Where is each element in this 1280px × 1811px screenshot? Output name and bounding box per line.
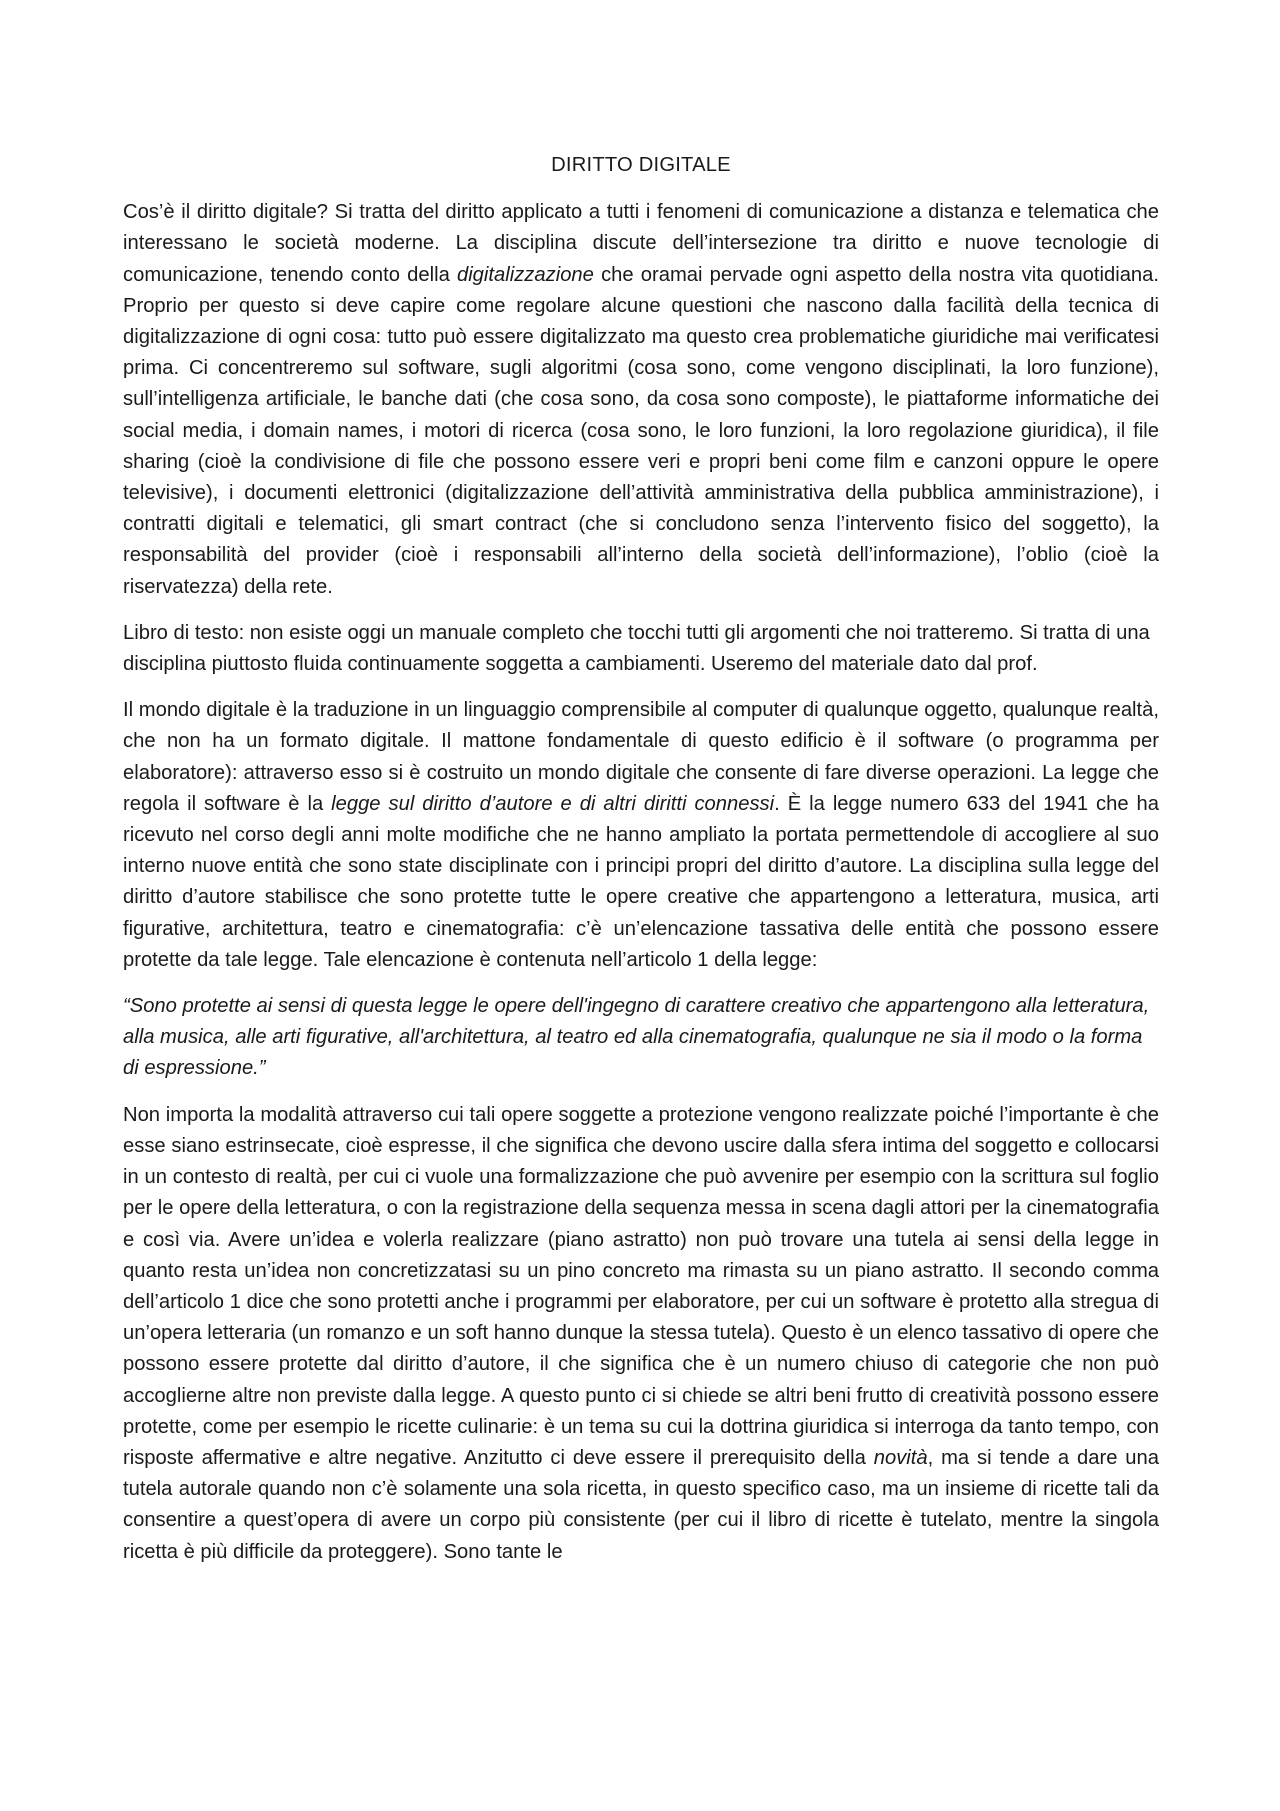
italic-run: legge sul diritto d’autore e di altri diritti connessi (331, 792, 775, 815)
paragraph-intro (123, 197, 1159, 603)
paragraph-textbook (123, 618, 1159, 680)
document-page (123, 150, 1159, 1568)
text-run: . È la legge numero 633 del 1941 che ha ricevuto nel corso degli anni molte modifiche che ne hanno ampliato la portata permettendole di accogliere al suo interno nuove entità che sono state disciplinate con i principi propri del diritto d’autore. La disciplina sulla legge del diritto d’autore stabilisce che sono protette tutte le opere creative che appartengono a letteratura, musica, arti figurative, architettura, teatro e cinematografia: c’è un’elencazione tassativa delle entità che possono essere protette da tale legge. Tale elencazione è contenuta nell’articolo 1 della legge: (123, 792, 1159, 971)
paragraph-digital-world (123, 695, 1159, 976)
text-run: Il mondo digitale è la traduzione in un linguaggio comprensibile al computer di qualunque oggetto, qualunque realtà, che non ha un formato digitale. Il mattone fondamentale di questo edificio è il software (o programma per elaboratore): attraverso esso si è costruito un mondo digitale che consente di fare diverse operazioni. La legge che regola il software è la (123, 699, 1159, 815)
text-run: Cos’è il diritto digitale? Si tratta del diritto applicato a tutti i fenomeni di comunicazione a distanza e telematica che interessano le società moderne. La disciplina discute dell’intersezione tra diritto e nuove tecnologie di comunicazione, tenendo conto della (123, 201, 1159, 286)
document-title: DIRITTO DIGITALE (551, 154, 731, 176)
text-run: Libro di testo: non esiste oggi un manuale completo che tocchi tutti gli argomenti che noi tratteremo. Si tratta di una disciplina piuttosto fluida continuamente soggetta a cambiamenti. Useremo del materiale dato dal prof. (123, 621, 1150, 676)
paragraph-expression (123, 1100, 1159, 1568)
italic-run: digitalizzazione (456, 263, 594, 286)
text-run: , ma si tende a dare una tutela autorale quando non c’è solamente una sola ricetta, in questo specifico caso, ma un insieme di ricette tali da consentire a quest’opera di avere un corpo più consistente (per cui il libro di ricette è tutelato, mentre la singola ricetta è più difficile da proteggere). Sono tante le (123, 1446, 1159, 1563)
paragraph-law-quote (123, 991, 1159, 1085)
italic-run: novità (873, 1446, 928, 1469)
text-run: che oramai pervade ogni aspetto della nostra vita quotidiana. Proprio per questo si deve capire come regolare alcune questioni che nascono dalla facilità della tecnica di digitalizzazione di ogni cosa: tutto può essere digitalizzato ma questo crea problematiche giuridiche mai verificatesi prima. Ci concentreremo sul software, sugli algoritmi (cosa sono, come vengono disciplinati, la loro funzione), sull’intelligenza artificiale, le banche dati (che cosa sono, da cosa sono composte), le piattaforme informatiche dei social media, i domain names, i motori di ricerca (cosa sono, le loro funzioni, la loro regolazione giuridica), il file sharing (cioè la condivisione di file che possono essere veri e propri beni come film e canzoni oppure le opere televisive), i documenti elettronici (digitalizzazione dell’attività amministrativa della pubblica amministrazione), i contratti digitali e telematici, gli smart contract (che si concludono senza l’intervento fisico del soggetto), la responsabilità del provider (cioè i responsabili all’interno della società dell’informazione), l’oblio (cioè la riservatezza) della rete. (123, 263, 1159, 598)
text-run: Non importa la modalità attraverso cui tali opere soggette a protezione vengono realizzate poiché l’importante è che esse siano estrinsecate, cioè espresse, il che significa che devono uscire dalla sfera intima del soggetto e collocarsi in un contesto di realtà, per cui ci vuole una formalizzazione che può avvenire per esempio con la scrittura sul foglio per le opere della letteratura, o con la registrazione della sequenza messa in scena dagli attori per la cinematografia e così via. Avere un’idea e volerla realizzare (piano astratto) non può trovare una tutela ai sensi della legge in quanto resta un’idea non concretizzatasi su un pino concreto ma rimasta su un piano astratto. Il secondo comma dell’articolo 1 dice che sono protetti anche i programmi per elaboratore, per cui un software è protetto alla stregua di un’opera letteraria (un romanzo e un soft hanno dunque la stessa tutela). Questo è un elenco tassativo di opere che possono essere protette dal diritto d’autore, il che significa che è un numero chiuso di categorie che non può accoglierne altre non previste dalla legge. A questo punto ci si chiede se altri beni frutto di creatività possono essere protette, come per esempio le ricette culinarie: è un tema su cui la dottrina giuridica si interroga da tanto tempo, con risposte affermative e altre negative. Anzitutto ci deve essere il prerequisito della (123, 1103, 1159, 1469)
italic-run: “Sono protette ai sensi di questa legge le opere dell'ingegno di carattere creativo che appartengono alla letteratura, alla musica, alle arti figurative, all'architettura, al teatro ed alla cinematografia, qualunque ne sia il modo o la forma di espressione.” (123, 995, 1150, 1080)
